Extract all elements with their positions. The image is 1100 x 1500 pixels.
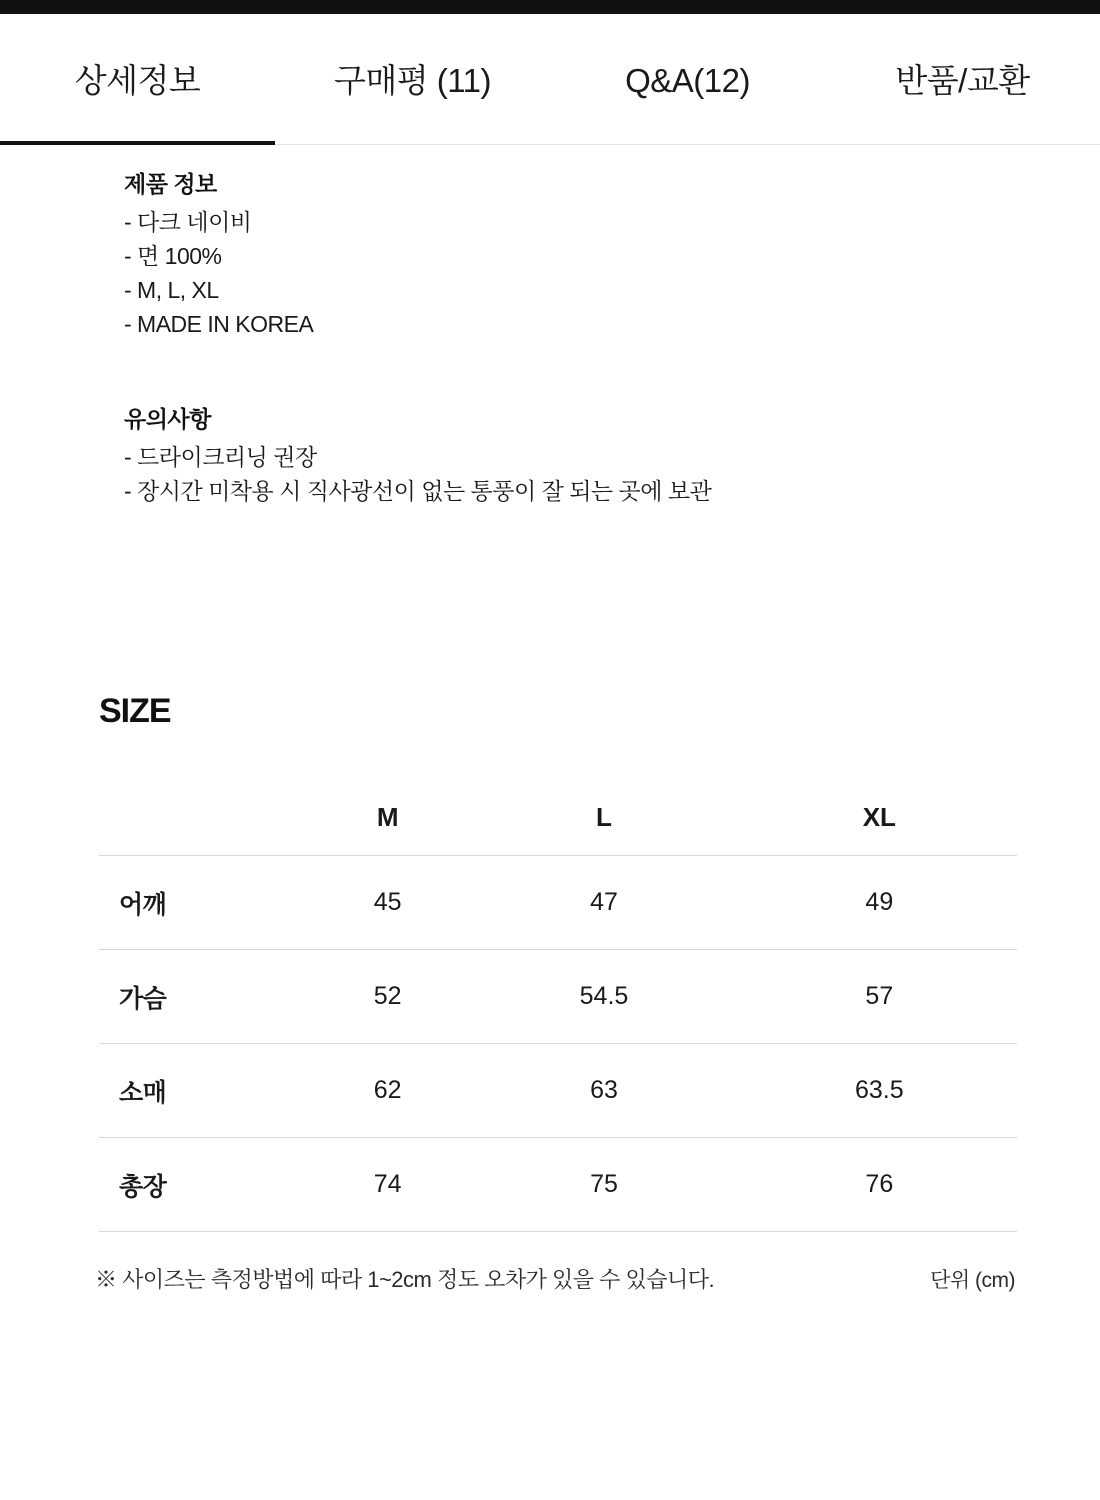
product-info-line-1: - 다크 네이비 (124, 209, 252, 235)
size-table-body (99, 856, 1017, 1232)
tab-detail-info[interactable]: 상세정보 (74, 62, 201, 99)
size-table-head (99, 780, 1017, 856)
size-row-length-m: 74 (373, 1170, 402, 1198)
detail-tabs (0, 14, 1100, 147)
size-table-col-blank (99, 780, 309, 856)
size-row-sleeve-m: 62 (373, 1076, 402, 1104)
size-row-chest-l: 54.5 (579, 982, 629, 1010)
size-section-title: SIZE (99, 692, 171, 730)
size-footnotes (95, 1263, 1015, 1294)
tab-qna[interactable]: Q&A(12) (625, 62, 750, 99)
size-footnote-text: ※ 사이즈는 측정방법에 따라 1~2cm 정도 오차가 있을 수 있습니다. (95, 1267, 715, 1292)
size-row-label-shoulder: 어깨 (119, 890, 167, 919)
size-row-label-sleeve: 소매 (119, 1078, 167, 1107)
size-table (99, 780, 1017, 1232)
size-row-chest-xl: 57 (865, 982, 894, 1010)
size-table-col-xl: XL (862, 802, 896, 832)
size-row-label-chest: 가슴 (119, 984, 167, 1013)
notice-line-2: - 장시간 미착용 시 직사광선이 없는 통풍이 잘 되는 곳에 보관 (124, 478, 712, 504)
tab-active-indicator (0, 141, 275, 145)
product-info-block (124, 166, 1024, 341)
size-row-chest-m: 52 (373, 982, 402, 1010)
size-row-shoulder-l: 47 (590, 888, 618, 916)
table-row (99, 856, 1017, 950)
product-info-line-2: - 면 100% (124, 243, 222, 269)
size-row-sleeve-l: 63 (590, 1076, 618, 1104)
notice-heading: 유의사항 (124, 406, 211, 432)
size-row-length-l: 75 (590, 1170, 618, 1198)
product-info-line-3: - M, L, XL (124, 277, 219, 303)
size-row-shoulder-xl: 49 (865, 888, 894, 916)
notice-block (124, 401, 1024, 508)
size-row-sleeve-xl: 63.5 (854, 1076, 904, 1104)
table-row (99, 1138, 1017, 1232)
top-dark-bar (0, 0, 1100, 14)
table-row (99, 1044, 1017, 1138)
size-table-col-m: M (376, 802, 399, 832)
size-unit-label: 단위 (cm) (930, 1269, 1015, 1292)
tab-returns-exchange[interactable]: 반품/교환 (895, 62, 1030, 99)
size-row-label-length: 총장 (119, 1172, 167, 1201)
tab-reviews[interactable]: 구매평 (11) (333, 62, 492, 99)
size-row-shoulder-m: 45 (373, 888, 402, 916)
size-row-length-xl: 76 (865, 1170, 894, 1198)
table-row (99, 950, 1017, 1044)
info-section (124, 166, 1024, 508)
notice-line-1: - 드라이크리닝 권장 (124, 444, 317, 470)
size-table-header-row (99, 780, 1017, 856)
size-table-col-l: L (596, 802, 612, 832)
product-info-heading: 제품 정보 (124, 171, 217, 197)
product-info-line-4: - MADE IN KOREA (124, 311, 314, 337)
